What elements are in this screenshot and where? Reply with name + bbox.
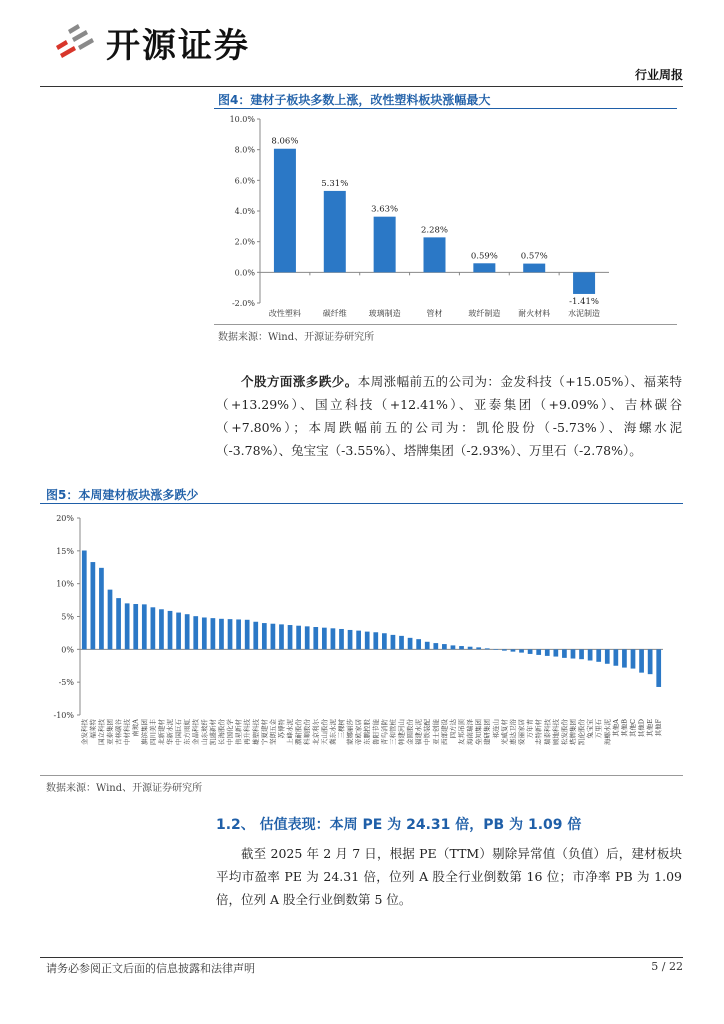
- bar: [219, 619, 224, 650]
- x-tick-label: 中铁装配: [423, 719, 432, 745]
- bar: [374, 217, 396, 273]
- y-tick-label: 6.0%: [234, 176, 255, 186]
- x-tick-label: 四川美丰: [148, 719, 157, 745]
- y-tick-label: 15%: [56, 546, 74, 556]
- bar: [262, 623, 267, 649]
- bar: [571, 649, 576, 658]
- bar: [228, 619, 233, 649]
- x-tick-label: 志特新材: [534, 719, 543, 745]
- x-tick-label: 坚朗五金: [268, 719, 277, 745]
- bar: [108, 590, 113, 650]
- bar: [236, 619, 241, 649]
- bar: [468, 647, 473, 650]
- x-tick-label: 万里石: [594, 719, 603, 739]
- bar: [296, 626, 301, 650]
- figure5-title-rule: [40, 503, 683, 504]
- bar: [253, 622, 258, 650]
- bar: [91, 562, 96, 649]
- bar: [382, 633, 387, 649]
- data-label: 3.63%: [371, 204, 399, 215]
- x-tick-label: 其他A: [611, 719, 620, 737]
- bar: [202, 617, 207, 649]
- x-tick-label: 祁连山: [491, 719, 500, 739]
- bar: [82, 551, 87, 650]
- bar: [622, 649, 627, 667]
- x-tick-label: 帝欧家居: [354, 719, 363, 745]
- x-tick-label: 青鸟消防: [380, 719, 389, 745]
- x-tick-label: 惠达卫浴: [508, 719, 517, 745]
- x-tick-label: 碳纤维: [322, 309, 347, 318]
- x-tick-label: 冀东水泥: [328, 719, 337, 745]
- bar: [459, 646, 464, 649]
- bar: [573, 272, 595, 294]
- bar: [605, 649, 610, 663]
- logo-text: 开源证券: [106, 25, 250, 66]
- logo-mark-icon: [52, 20, 98, 64]
- bar: [339, 629, 344, 649]
- figure4-source-rule: [214, 324, 677, 325]
- y-tick-label: -2.0%: [231, 299, 255, 308]
- x-tick-label: 东方雨虹: [183, 719, 192, 745]
- bar: [274, 149, 296, 273]
- x-tick-label: 凯盛新材: [208, 719, 217, 745]
- x-tick-label: 宁夏建材: [260, 719, 269, 745]
- bar: [142, 604, 147, 649]
- x-tick-label: 友邦吊顶: [457, 719, 466, 745]
- bar: [331, 628, 336, 649]
- x-tick-label: 塔牌集团: [568, 719, 577, 745]
- bar: [373, 632, 378, 649]
- x-tick-label: 苏博特: [277, 719, 286, 739]
- bar: [536, 649, 541, 655]
- data-label: 8.06%: [271, 136, 299, 147]
- y-tick-label: 2.0%: [234, 237, 255, 247]
- bar: [322, 628, 327, 650]
- company-logo: [52, 20, 250, 64]
- bar: [476, 647, 481, 649]
- bar: [656, 649, 661, 687]
- x-tick-label: 海螺水泥: [603, 719, 612, 745]
- x-tick-label: 科顺股份: [303, 719, 312, 745]
- y-tick-label: 4.0%: [234, 207, 255, 216]
- x-tick-label: 改性塑料: [268, 309, 301, 318]
- bar: [99, 568, 104, 649]
- x-tick-label: 长海股份: [217, 719, 226, 745]
- bar: [416, 639, 421, 649]
- bar: [639, 649, 644, 672]
- footer-disclaimer: 请务必参阅正文后面的信息披露和法律声明: [46, 962, 255, 975]
- bar: [648, 649, 653, 674]
- bar: [125, 603, 130, 649]
- bar: [116, 598, 121, 649]
- data-label: 2.28%: [420, 225, 449, 236]
- x-tick-label: 濮耐股份: [294, 719, 303, 745]
- bar: [176, 613, 181, 650]
- figure5-source: 数据来源：Wind、开源证券研究所: [46, 783, 203, 794]
- bar: [151, 607, 156, 649]
- bar: [348, 630, 353, 649]
- y-tick-label: 0%: [61, 645, 74, 655]
- bar: [485, 648, 490, 649]
- x-tick-label: 中国化学: [226, 719, 235, 745]
- x-tick-label: 东鹏控股: [363, 719, 372, 745]
- bar: [133, 604, 138, 649]
- x-tick-label: 耐火材料: [518, 309, 551, 318]
- y-tick-label: 20%: [56, 514, 74, 523]
- x-tick-label: 亚士创能: [431, 719, 440, 745]
- y-tick-label: 0.0%: [234, 268, 255, 278]
- page-number: 5 / 22: [651, 960, 683, 973]
- bar: [579, 649, 584, 659]
- bar: [511, 649, 516, 651]
- bar: [588, 649, 593, 660]
- x-tick-label: 金晶科技: [191, 719, 200, 745]
- bar: [159, 609, 164, 649]
- x-tick-label: 天山股份: [320, 719, 329, 745]
- bar: [442, 644, 447, 649]
- x-tick-label: 其他F: [654, 719, 663, 737]
- bar: [425, 642, 430, 650]
- bar: [519, 649, 524, 652]
- bar: [631, 649, 636, 668]
- x-tick-label: 北京利尔: [311, 719, 320, 745]
- figure5-source-rule: [40, 775, 683, 776]
- x-tick-label: 海南瑞泽: [466, 719, 475, 745]
- bar: [562, 649, 567, 658]
- x-tick-label: 中材科技: [123, 719, 132, 745]
- data-label: 0.57%: [520, 251, 548, 262]
- bar: [193, 616, 198, 649]
- x-tick-label: 三和管桩: [388, 719, 397, 745]
- x-tick-label: 水泥制造: [568, 309, 601, 318]
- figure4-chart: [214, 110, 677, 322]
- bar: [613, 649, 618, 665]
- figure4-title: 图4：建材子板块多数上涨，改性塑料板块涨幅最大: [218, 93, 491, 107]
- x-tick-label: 鲁阳节能: [371, 719, 380, 745]
- bar: [313, 627, 318, 649]
- x-tick-label: 光威复材: [500, 719, 509, 745]
- data-label: 0.59%: [470, 251, 498, 262]
- x-tick-label: 福建水泥: [414, 719, 423, 745]
- figure4-source: 数据来源：Wind、开源证券研究所: [218, 332, 375, 343]
- bar: [451, 645, 456, 649]
- x-tick-label: 雄塑科技: [251, 719, 260, 745]
- bar: [305, 626, 310, 649]
- data-label: -1.41%: [569, 296, 600, 307]
- x-tick-label: 其他D: [637, 719, 646, 738]
- stock-movement-paragraph: [216, 370, 682, 462]
- x-tick-label: 建研集团: [483, 719, 492, 745]
- x-tick-label: 四方达: [448, 719, 457, 739]
- x-tick-label: 万年青: [526, 719, 535, 739]
- bar: [365, 632, 370, 650]
- x-tick-label: 华新水泥: [166, 719, 175, 745]
- x-tick-label: 管材: [426, 309, 443, 318]
- x-tick-label: 顾地科技: [551, 719, 560, 745]
- bar: [424, 237, 446, 272]
- figure5-title: 图5：本周建材板块涨多跌少: [46, 488, 199, 502]
- bar: [493, 649, 498, 650]
- x-tick-label: 瑞泰科技: [543, 719, 552, 745]
- x-tick-label: 旗滨集团: [140, 719, 149, 745]
- bar: [399, 636, 404, 649]
- bar: [391, 635, 396, 649]
- paragraph-body: 本周涨幅前五的公司为：金发科技（+15.05%）、福莱特（+13.29%）、国立科技（+12.41%）、亚泰集团（+9.09%）、吉林碳谷（+7.80%）；本周跌幅前五的公司为：凯伦股份（-5.73%）、海螺水泥（-3.78%）、兔宝宝（-3.55%）、塔牌集团（-2.93%）、万里石（-2.78%）。: [216, 374, 682, 458]
- bar: [271, 624, 276, 650]
- bar: [245, 620, 250, 650]
- x-tick-label: 吉林碳谷: [114, 719, 123, 745]
- y-tick-label: 10.0%: [229, 115, 255, 124]
- bar: [553, 649, 558, 656]
- bar: [324, 191, 346, 272]
- bar: [473, 263, 495, 272]
- bar: [545, 649, 550, 656]
- x-tick-label: 韩建河山: [397, 719, 406, 745]
- x-tick-label: 福莱特: [88, 719, 97, 739]
- figure5-chart: [40, 506, 683, 774]
- bar: [211, 618, 216, 649]
- x-tick-label: 爱丽家居: [517, 719, 526, 745]
- bar: [168, 611, 173, 649]
- x-tick-label: 凯伦股份: [577, 719, 586, 745]
- header-divider: [40, 86, 683, 87]
- y-tick-label: 5%: [61, 612, 74, 622]
- x-tick-label: 山东玻纤: [200, 719, 209, 745]
- x-tick-label: 其他C: [628, 719, 637, 737]
- bar: [433, 643, 438, 649]
- x-tick-label: 其他B: [620, 719, 629, 737]
- bar: [356, 631, 361, 650]
- x-tick-label: 上峰水泥: [286, 719, 295, 745]
- x-tick-label: 南玻A: [131, 719, 140, 737]
- bar: [288, 625, 293, 649]
- paragraph-lead: 个股方面涨多跌少。: [241, 374, 358, 389]
- bar: [523, 264, 545, 273]
- x-tick-label: 玻纤制造: [468, 309, 501, 318]
- x-tick-label: 蒙娜丽莎: [346, 719, 355, 745]
- x-tick-label: 三棵树: [337, 719, 346, 739]
- y-tick-label: 10%: [56, 579, 74, 589]
- x-tick-label: 兔宝宝: [586, 719, 595, 739]
- bar: [185, 614, 190, 649]
- bar: [528, 649, 533, 654]
- footer-divider: [40, 957, 683, 958]
- figure4-title-rule: [214, 108, 677, 109]
- x-tick-label: 金发科技: [80, 719, 89, 745]
- x-tick-label: 其他E: [646, 719, 655, 737]
- y-tick-label: -5%: [58, 678, 74, 688]
- x-tick-label: 北新建材: [157, 719, 166, 745]
- bar: [596, 649, 601, 661]
- x-tick-label: 金圆股份: [406, 719, 415, 745]
- x-tick-label: 垒知集团: [474, 719, 483, 745]
- x-tick-label: 玻璃制造: [368, 309, 401, 318]
- x-tick-label: 松发股份: [560, 719, 569, 745]
- data-label: 5.31%: [321, 178, 349, 189]
- x-tick-label: 国立科技: [97, 719, 106, 745]
- bar: [502, 649, 507, 650]
- bar: [279, 624, 284, 649]
- y-tick-label: 8.0%: [234, 145, 255, 155]
- bar: [408, 638, 413, 649]
- x-tick-label: 伟星新材: [234, 719, 243, 745]
- x-tick-label: 中国巨石: [174, 719, 183, 745]
- x-tick-label: 西部建设: [440, 719, 449, 745]
- valuation-paragraph: 截至 2025 年 2 月 7 日，根据 PE（TTM）剔除异常值（负值）后，建材板块平均市盈率 PE 为 24.31 倍，位列 A 股全行业倒数第 16 位；市净率 PB 为 1.09 倍，位列 A 股全行业倒数第 5 位。: [216, 846, 682, 907]
- x-tick-label: 再升科技: [243, 719, 252, 745]
- y-tick-label: -10%: [53, 711, 74, 720]
- x-tick-label: 亚泰集团: [106, 719, 115, 745]
- section-heading: 1.2、 估值表现：本周 PE 为 24.31 倍，PB 为 1.09 倍: [216, 817, 582, 833]
- doc-type-label: 行业周报: [634, 68, 683, 82]
